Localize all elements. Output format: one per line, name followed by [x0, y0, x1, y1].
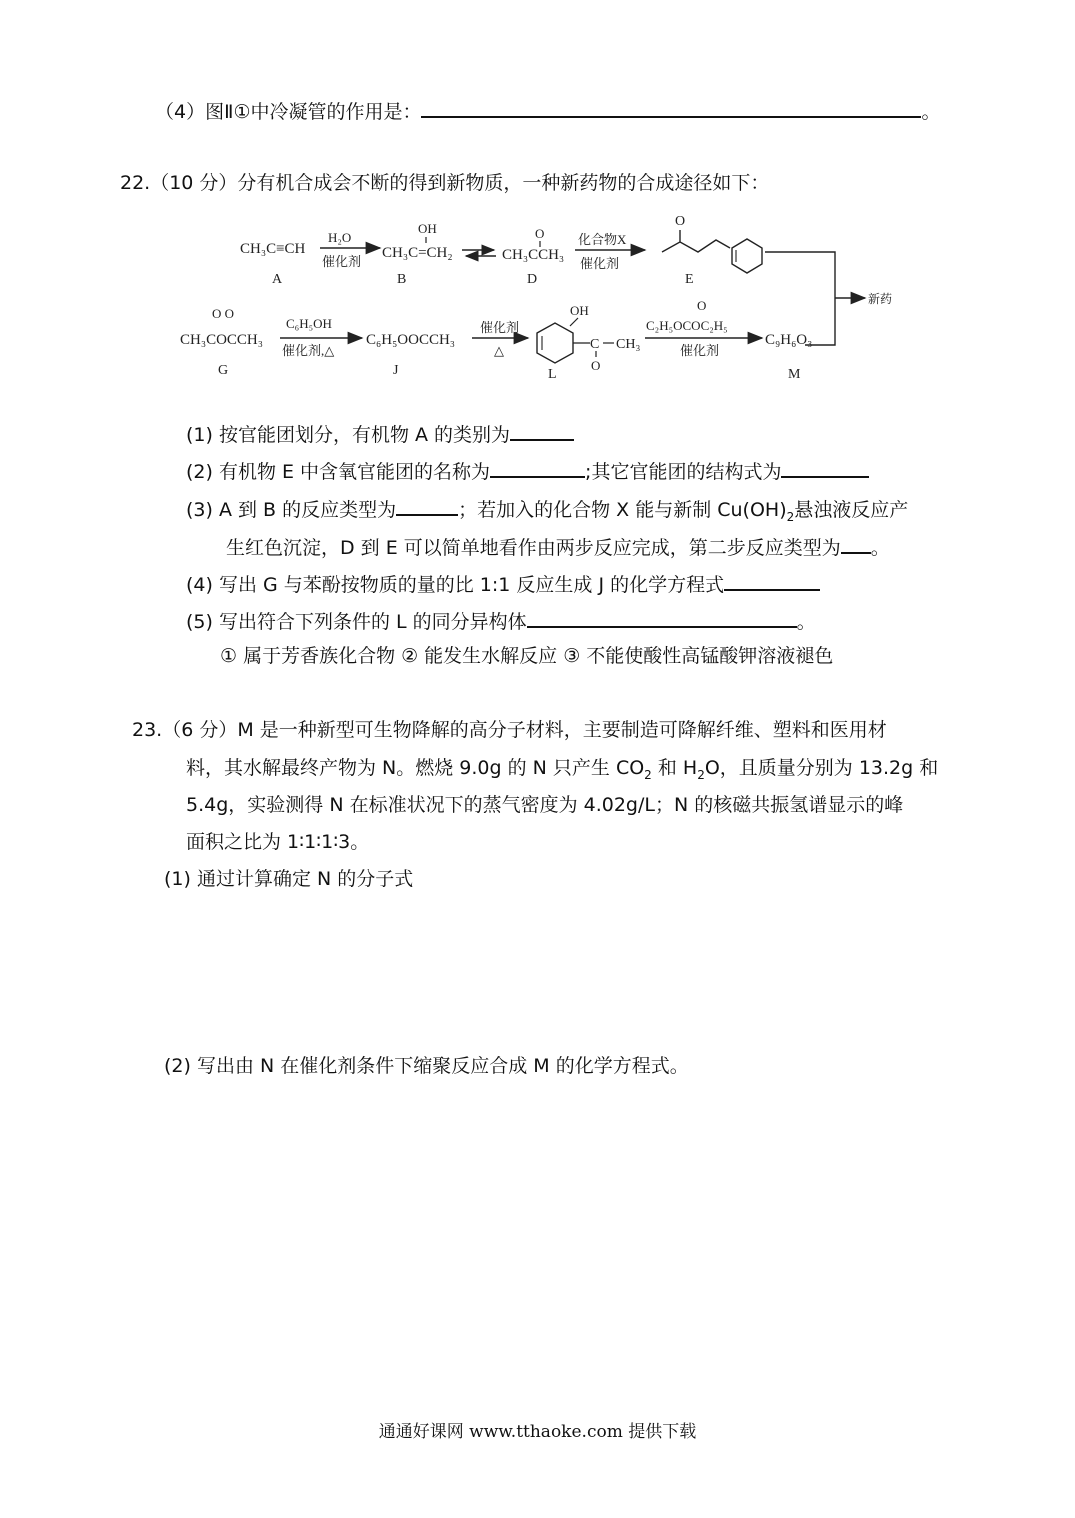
q23-part2: (2) 写出由 N 在催化剂条件下缩聚反应合成 M 的化学方程式。: [164, 1055, 689, 1077]
q22-part3: [186, 494, 908, 523]
q22-part5-blank[interactable]: [527, 606, 797, 628]
q22-part3-blank-a[interactable]: [396, 494, 458, 516]
q22-part3-text-c: 悬浊液反应产: [794, 499, 909, 521]
q22-part4-blank[interactable]: [724, 569, 820, 591]
compound-e-o: O: [675, 214, 686, 229]
q22-part5-text: (5) 写出符合下列条件的 L 的同分异构体: [186, 611, 527, 633]
q23-line2-sub1: 2: [644, 767, 652, 782]
compound-g-o: O O: [212, 306, 235, 321]
label-m: M: [788, 367, 801, 382]
arrow2-bottom: 催化剂: [580, 256, 620, 271]
q23-line2-b: 和 H: [651, 757, 698, 779]
label-l: L: [548, 367, 557, 382]
q23-line2-c: O，且质量分别为 13.2g 和: [704, 757, 939, 779]
page-footer: 通通好课网 www.tthaoke.com 提供下载: [378, 1422, 697, 1442]
q22-conditions: ① 属于芳香族化合物 ② 能发生水解反应 ③ 不能使酸性高锰酸钾溶液褪色: [220, 645, 834, 667]
product-label: 新药: [868, 292, 893, 306]
label-b: B: [397, 272, 407, 287]
q22-part2-blank-b[interactable]: [781, 456, 869, 478]
compound-b: CH₃C=CH₂: [382, 245, 453, 261]
arrow1-top: H₂O: [328, 230, 352, 245]
label-a: A: [272, 272, 283, 287]
q22-part5-end: 。: [796, 611, 816, 633]
q22-part4: [186, 569, 820, 598]
compound-b-oh: OH: [418, 221, 437, 236]
arrow3-top: C₆H₅OH: [286, 316, 332, 331]
q23-line1: 23.（6 分）M 是一种新型可生物降解的高分子材料，主要制造可降解纤维、塑料和医用材: [132, 719, 887, 741]
label-j: J: [393, 363, 399, 378]
q22-part1-blank[interactable]: [510, 419, 574, 441]
q23-line2-a: 料，其水解最终产物为 N。燃烧 9.0g 的 N 只产生 CO: [186, 757, 645, 779]
q23-line4: 面积之比为 1∶1∶1∶3。: [186, 831, 370, 853]
q22-part2-text-a: (2) 有机物 E 中含氧官能团的名称为: [186, 461, 491, 483]
arrow3-bottom: 催化剂,△: [282, 343, 335, 358]
q22-part3-text-d: 生红色沉淀，D 到 E 可以简单地看作由两步反应完成，第二步反应类型为: [226, 537, 841, 559]
q22-heading: 22.（10 分）分有机合成会不断的得到新物质，一种新药物的合成途径如下：: [120, 172, 770, 194]
q22-part2: [186, 456, 869, 485]
q21-part4-text: （4）图Ⅱ①中冷凝管的作用是：: [155, 101, 422, 123]
q23-part1-answer-area[interactable]: [186, 905, 976, 1035]
q22-part3-text-b: ；若加入的化合物 X 能与新制 Cu(OH): [458, 499, 787, 521]
compound-d-o: O: [535, 226, 545, 241]
q22-part2-blank-a[interactable]: [490, 456, 585, 478]
label-g: G: [218, 363, 229, 378]
q22-part3-sub: 2: [786, 509, 795, 524]
q22-part3-end: 。: [870, 537, 890, 559]
compound-l-oh-bond: [570, 318, 578, 326]
arrow5-o: O: [697, 298, 707, 313]
q23-part1: (1) 通过计算确定 N 的分子式: [164, 868, 414, 890]
arrow2-top: 化合物X: [578, 232, 627, 247]
label-e: E: [685, 272, 694, 287]
q23-line2-sub2: 2: [697, 767, 705, 782]
compound-l-c: C: [590, 337, 600, 352]
compound-a: CH₃C≡CH: [240, 241, 306, 257]
arrow5-bottom: 催化剂: [680, 343, 720, 358]
arrow1-bottom: 催化剂: [322, 254, 362, 269]
q22-part2-text-b: ;其它官能团的结构式为: [585, 461, 782, 483]
q22-part5: [186, 606, 816, 635]
compound-e-skeleton: [662, 230, 730, 252]
compound-d: CH₃CCH₃: [502, 247, 565, 263]
compound-l-ch3: CH₃: [616, 337, 641, 352]
q22-part1-text: (1) 按官能团划分，有机物 A 的类别为: [186, 424, 511, 446]
synthesis-scheme: [0, 0, 1075, 400]
arrow5-top: C₂H₅OCOC₂H₅: [646, 318, 728, 333]
q23-line2: [186, 755, 938, 781]
compound-j: C₆H₅OOCCH₃: [366, 332, 456, 348]
q22-part3-blank-b[interactable]: [841, 532, 871, 554]
q22-part3-cont: [226, 532, 890, 561]
q22-part4-text: (4) 写出 G 与苯酚按物质的量的比 1:1 反应生成 J 的化学方程式: [186, 574, 725, 596]
label-d: D: [527, 272, 538, 287]
arrow4-bottom: △: [494, 343, 504, 358]
compound-l-o: O: [591, 358, 601, 373]
arrow4-top: 催化剂: [480, 320, 520, 335]
q23-part2-answer-area[interactable]: [186, 1095, 976, 1385]
compound-m: C₉H₆O₃: [765, 332, 813, 348]
q23-line3: 5.4g，实验测得 N 在标准状况下的蒸气密度为 4.02g/L；N 的核磁共振氢谱显示的峰: [186, 794, 904, 816]
q22-part1: [186, 419, 574, 448]
q22-part3-text-a: (3) A 到 B 的反应类型为: [186, 499, 397, 521]
compound-g: CH₃COCCH₃: [180, 332, 263, 348]
compound-l-oh: OH: [570, 303, 589, 318]
q21-part4-end: 。: [921, 101, 941, 123]
